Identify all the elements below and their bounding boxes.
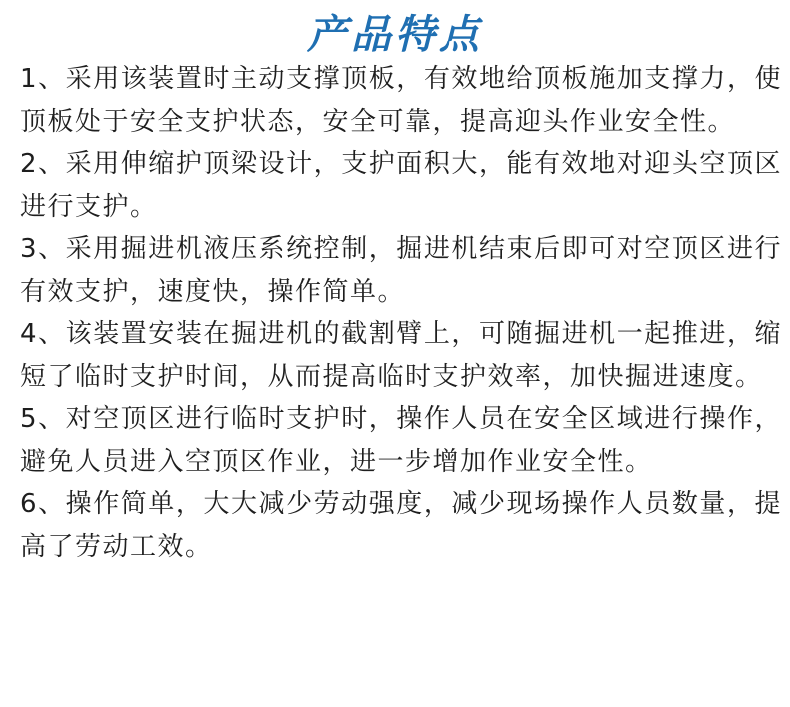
page-title: 产品特点 [307,12,483,58]
feature-item-5: 5、对空顶区进行临时支护时，操作人员在安全区域进行操作，避免人员进入空顶区作业，进一步增加作业安全性。 [20,404,782,477]
feature-item-4: 4、该装置安装在掘进机的截割臂上，可随掘进机一起推进，缩短了临时支护时间，从而提高临时支护效率，加快掘进速度。 [20,319,782,392]
feature-item-3: 3、采用掘进机液压系统控制，掘进机结束后即可对空顶区进行有效支护，速度快，操作简单。 [20,234,782,307]
feature-item-2: 2、采用伸缩护顶梁设计，支护面积大，能有效地对迎头空顶区进行支护。 [20,149,782,222]
feature-list [20,58,782,568]
feature-item-6: 6、操作简单，大大减少劳动强度，减少现场操作人员数量，提高了劳动工效。 [20,489,782,562]
feature-item-1: 1、采用该装置时主动支撑顶板，有效地给顶板施加支撑力，使顶板处于安全支护状态，安全可靠，提高迎头作业安全性。 [20,64,782,137]
